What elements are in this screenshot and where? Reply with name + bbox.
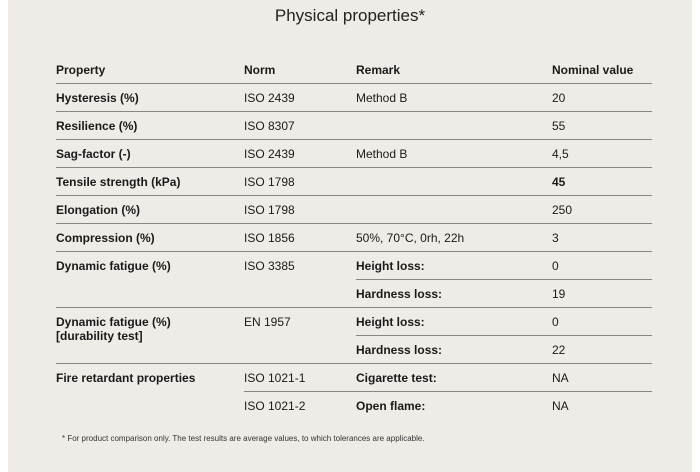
property-cell: Dynamic fatigue (%) <box>56 259 171 273</box>
remark-cell: Height loss: <box>356 315 425 329</box>
remark-cell: Method B <box>356 147 408 161</box>
value-cell: 20 <box>552 91 566 105</box>
property-cell: Resilience (%) <box>56 119 138 133</box>
norm-cell: ISO 1798 <box>244 203 295 217</box>
property-cell: Compression (%) <box>56 231 155 245</box>
norm-cell: ISO 1021-2 <box>244 399 306 413</box>
remark-cell <box>356 168 550 196</box>
norm-cell <box>244 280 354 308</box>
table-header <box>56 56 652 84</box>
table-row <box>56 112 652 140</box>
norm-cell: ISO 1856 <box>244 231 295 245</box>
table-row <box>56 392 652 420</box>
norm-cell: ISO 2439 <box>244 91 295 105</box>
table-row <box>56 140 652 168</box>
table-row <box>56 280 652 308</box>
value-cell: NA <box>552 371 569 385</box>
value-cell: 0 <box>552 315 559 329</box>
header-value: Nominal value <box>552 63 634 77</box>
remark-cell: 50%, 70°C, 0rh, 22h <box>356 231 465 245</box>
table-row <box>56 196 652 224</box>
norm-cell: ISO 2439 <box>244 147 295 161</box>
header-norm: Norm <box>244 63 276 77</box>
value-cell: 45 <box>552 175 566 189</box>
value-cell: 250 <box>552 203 573 217</box>
property-cell: Fire retardant properties <box>56 371 196 385</box>
table-row <box>56 364 652 392</box>
norm-cell <box>244 336 354 364</box>
table-row <box>56 168 652 196</box>
value-cell: 3 <box>552 231 559 245</box>
norm-cell: EN 1957 <box>244 315 291 329</box>
table-row <box>56 84 652 112</box>
norm-cell: ISO 8307 <box>244 119 295 133</box>
value-cell: 55 <box>552 119 566 133</box>
remark-cell: Open flame: <box>356 399 426 413</box>
header-remark: Remark <box>356 63 401 77</box>
value-cell: 22 <box>552 343 566 357</box>
property-cell <box>56 392 242 420</box>
table-row <box>56 308 652 343</box>
property-line-1: Dynamic fatigue (%) <box>56 315 171 329</box>
remark-cell: Hardness loss: <box>356 343 443 357</box>
property-cell <box>56 280 242 308</box>
remark-cell: Method B <box>356 91 408 105</box>
norm-cell: ISO 1798 <box>244 175 295 189</box>
norm-cell: ISO 1021-1 <box>244 371 306 385</box>
value-cell: 0 <box>552 259 559 273</box>
page-title: Physical properties* <box>274 6 426 25</box>
norm-cell: ISO 3385 <box>244 259 295 273</box>
property-cell: Tensile strength (kPa) <box>56 175 181 189</box>
property-cell: Elongation (%) <box>56 203 140 217</box>
remark-cell <box>356 112 550 140</box>
value-cell: NA <box>552 399 569 413</box>
remark-cell: Hardness loss: <box>356 287 443 301</box>
property-cell: Sag-factor (-) <box>56 147 131 161</box>
property-cell <box>56 336 242 364</box>
value-cell: 4,5 <box>552 147 569 161</box>
table-row <box>56 252 652 280</box>
remark-cell: Cigarette test: <box>356 371 437 385</box>
footnote: * For product comparison only. The test results are average values, to which tolerances are applicable. <box>62 434 425 443</box>
table-row <box>56 336 652 364</box>
value-cell: 19 <box>552 287 566 301</box>
header-property: Property <box>56 63 106 77</box>
remark-cell: Height loss: <box>356 259 425 273</box>
properties-table <box>56 56 652 420</box>
property-cell: Hysteresis (%) <box>56 91 139 105</box>
remark-cell <box>356 196 550 224</box>
content-panel <box>8 0 692 472</box>
table-row <box>56 224 652 252</box>
property-line-2: [durability test] <box>56 329 143 343</box>
